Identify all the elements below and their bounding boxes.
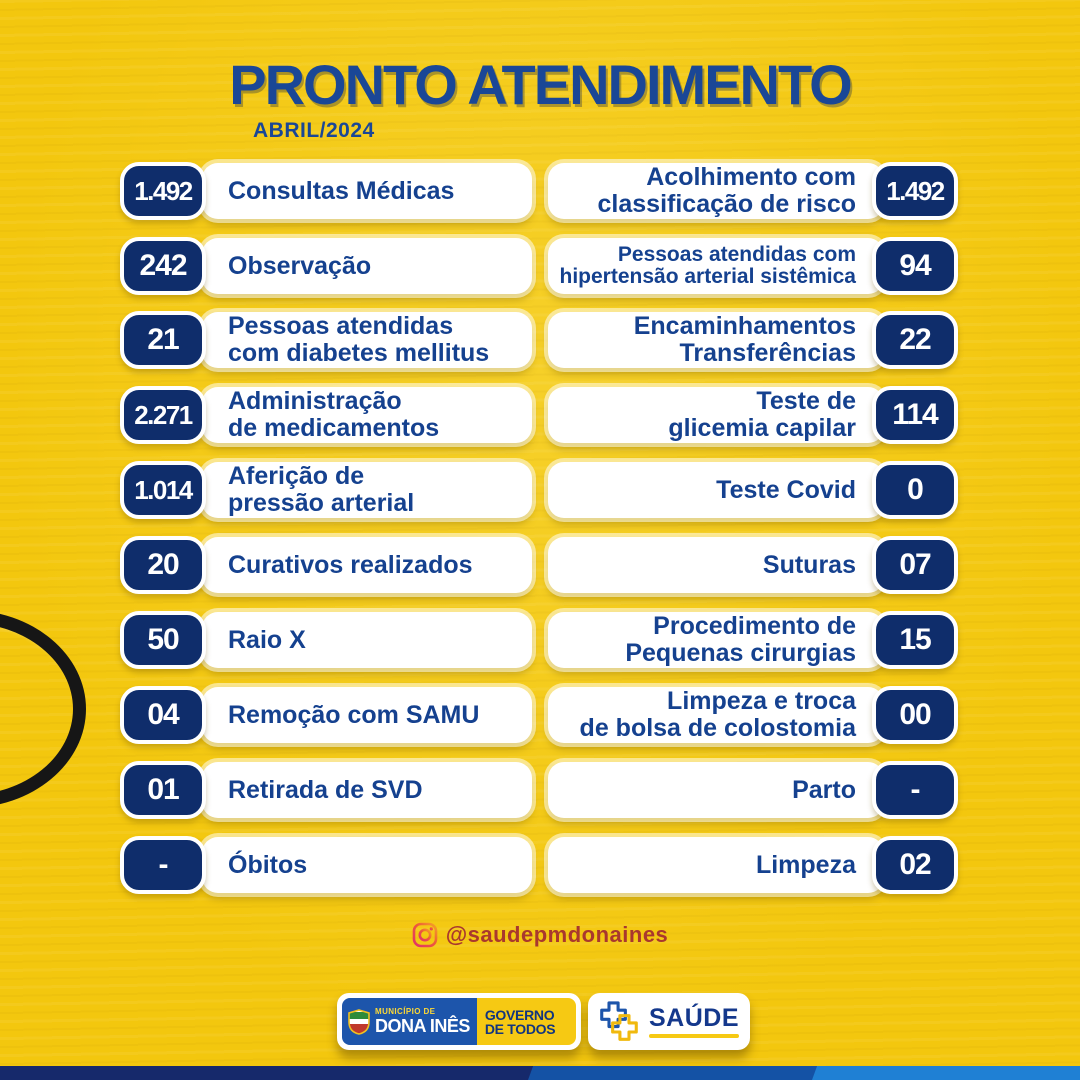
bottom-bar-segment-lightblue: [812, 1066, 1080, 1080]
saude-underline: [649, 1034, 739, 1038]
instagram-handle: @saudepmdonaines: [445, 922, 669, 947]
stat-value-badge: 01: [120, 761, 206, 819]
stat-value-badge: 0: [872, 461, 958, 519]
stat-row-observacao: [120, 237, 532, 295]
stat-row-hipertensao: [548, 237, 960, 295]
stat-row-glicemia: [548, 386, 960, 444]
stat-card: [548, 163, 884, 219]
stat-card: [202, 238, 532, 294]
stat-card: [202, 612, 532, 668]
stethoscope-image: [0, 610, 86, 808]
stat-row-raio-x: [120, 611, 532, 669]
stat-row-afericao-pressao: [120, 461, 532, 519]
stat-card: [202, 687, 532, 743]
stat-row-diabetes: [120, 311, 532, 369]
stat-label: Observação: [228, 251, 372, 280]
municipality-name: DONA INÊS: [375, 1015, 470, 1036]
government-slogan: GOVERNO DE TODOS: [477, 998, 576, 1045]
stat-label: Teste Covid: [716, 475, 856, 504]
stat-row-remocao-samu: [120, 686, 532, 744]
health-dept-logo-bar: [588, 993, 750, 1050]
municipality-name-block: [375, 1008, 470, 1035]
stat-card: [548, 612, 884, 668]
stat-label: Suturas: [762, 550, 856, 579]
stat-card: [548, 537, 884, 593]
stat-label: Acolhimento com classificação de risco: [597, 163, 856, 218]
bottom-color-bar: [0, 1066, 1080, 1080]
stat-label: Consultas Médicas: [228, 176, 455, 205]
stat-label: Remoção com SAMU: [228, 700, 480, 729]
stat-value-badge: -: [872, 761, 958, 819]
stat-label: Óbitos: [228, 850, 308, 879]
stat-card: [202, 387, 532, 443]
stat-label: Pessoas atendidas com hipertensão arterial sistêmica: [559, 242, 856, 288]
stat-label: Procedimento de Pequenas cirurgias: [625, 612, 856, 667]
stat-row-colostomia: [548, 686, 960, 744]
stat-row-acolhimento: [548, 162, 960, 220]
stat-value-badge: 2.271: [120, 386, 206, 444]
stat-card: [548, 312, 884, 368]
stat-label: Raio X: [228, 625, 306, 654]
stat-label: Parto: [792, 775, 856, 804]
stat-row-curativos: [120, 536, 532, 594]
stat-card: [548, 238, 884, 294]
stat-card: [548, 687, 884, 743]
health-dept-label: SAÚDE: [649, 1006, 739, 1038]
stat-card: [202, 312, 532, 368]
municipality-prefix: MUNICÍPIO DE: [375, 1007, 436, 1017]
stat-card: [202, 537, 532, 593]
stat-row-pequenas-cirurgias: [548, 611, 960, 669]
stat-label: Limpeza e troca de bolsa de colostomia: [579, 687, 856, 742]
stat-label: Limpeza: [755, 850, 856, 879]
bottom-bar-segment-blue: [528, 1066, 833, 1080]
stat-value-badge: 242: [120, 237, 206, 295]
stat-row-suturas: [548, 536, 960, 594]
stat-value-badge: 02: [872, 836, 958, 894]
health-cross-icon: [599, 1001, 639, 1043]
stat-value-badge: 07: [872, 536, 958, 594]
stat-card: [202, 462, 532, 518]
page-title: PRONTO ATENDIMENTO: [229, 53, 851, 116]
stat-card: [202, 163, 532, 219]
stat-value-badge: 00: [872, 686, 958, 744]
instagram-icon: [412, 922, 438, 948]
stat-row-encaminhamentos: [548, 311, 960, 369]
stat-value-badge: 1.492: [120, 162, 206, 220]
stat-value-badge: 20: [120, 536, 206, 594]
stat-card: [548, 462, 884, 518]
stat-card: [548, 387, 884, 443]
stat-label: Teste de glicemia capilar: [668, 387, 856, 442]
stat-label: Retirada de SVD: [228, 775, 423, 804]
stat-value-badge: 50: [120, 611, 206, 669]
stat-value-badge: 94: [872, 237, 958, 295]
stat-label: Pessoas atendidas com diabetes mellitus: [228, 312, 490, 367]
stat-card: [548, 837, 884, 893]
stat-label: Curativos realizados: [228, 550, 473, 579]
stat-row-parto: [548, 761, 960, 819]
stat-value-badge: 114: [872, 386, 958, 444]
stat-label: Aferição de pressão arterial: [228, 462, 415, 517]
stat-row-consultas-medicas: [120, 162, 532, 220]
stat-row-limpeza: [548, 836, 960, 894]
instagram-row: [0, 922, 1080, 948]
municipality-logo-bar: [337, 993, 581, 1050]
stat-card: [548, 762, 884, 818]
stat-value-badge: 15: [872, 611, 958, 669]
municipal-crest-icon: [348, 1009, 370, 1035]
stat-row-administracao-medicamentos: [120, 386, 532, 444]
stat-card: [202, 837, 532, 893]
stat-row-retirada-svd: [120, 761, 532, 819]
stat-value-badge: 1.014: [120, 461, 206, 519]
stat-row-obitos: [120, 836, 532, 894]
stat-value-badge: 1.492: [872, 162, 958, 220]
stat-value-badge: -: [120, 836, 206, 894]
stat-row-teste-covid: [548, 461, 960, 519]
stat-card: [202, 762, 532, 818]
page-subtitle: ABRIL/2024: [253, 119, 375, 142]
stat-label: Encaminhamentos Transferências: [633, 312, 856, 367]
stat-value-badge: 21: [120, 311, 206, 369]
stat-value-badge: 04: [120, 686, 206, 744]
stat-value-badge: 22: [872, 311, 958, 369]
municipality-logo-blue: [342, 998, 477, 1045]
stat-label: Administração de medicamentos: [228, 387, 440, 442]
